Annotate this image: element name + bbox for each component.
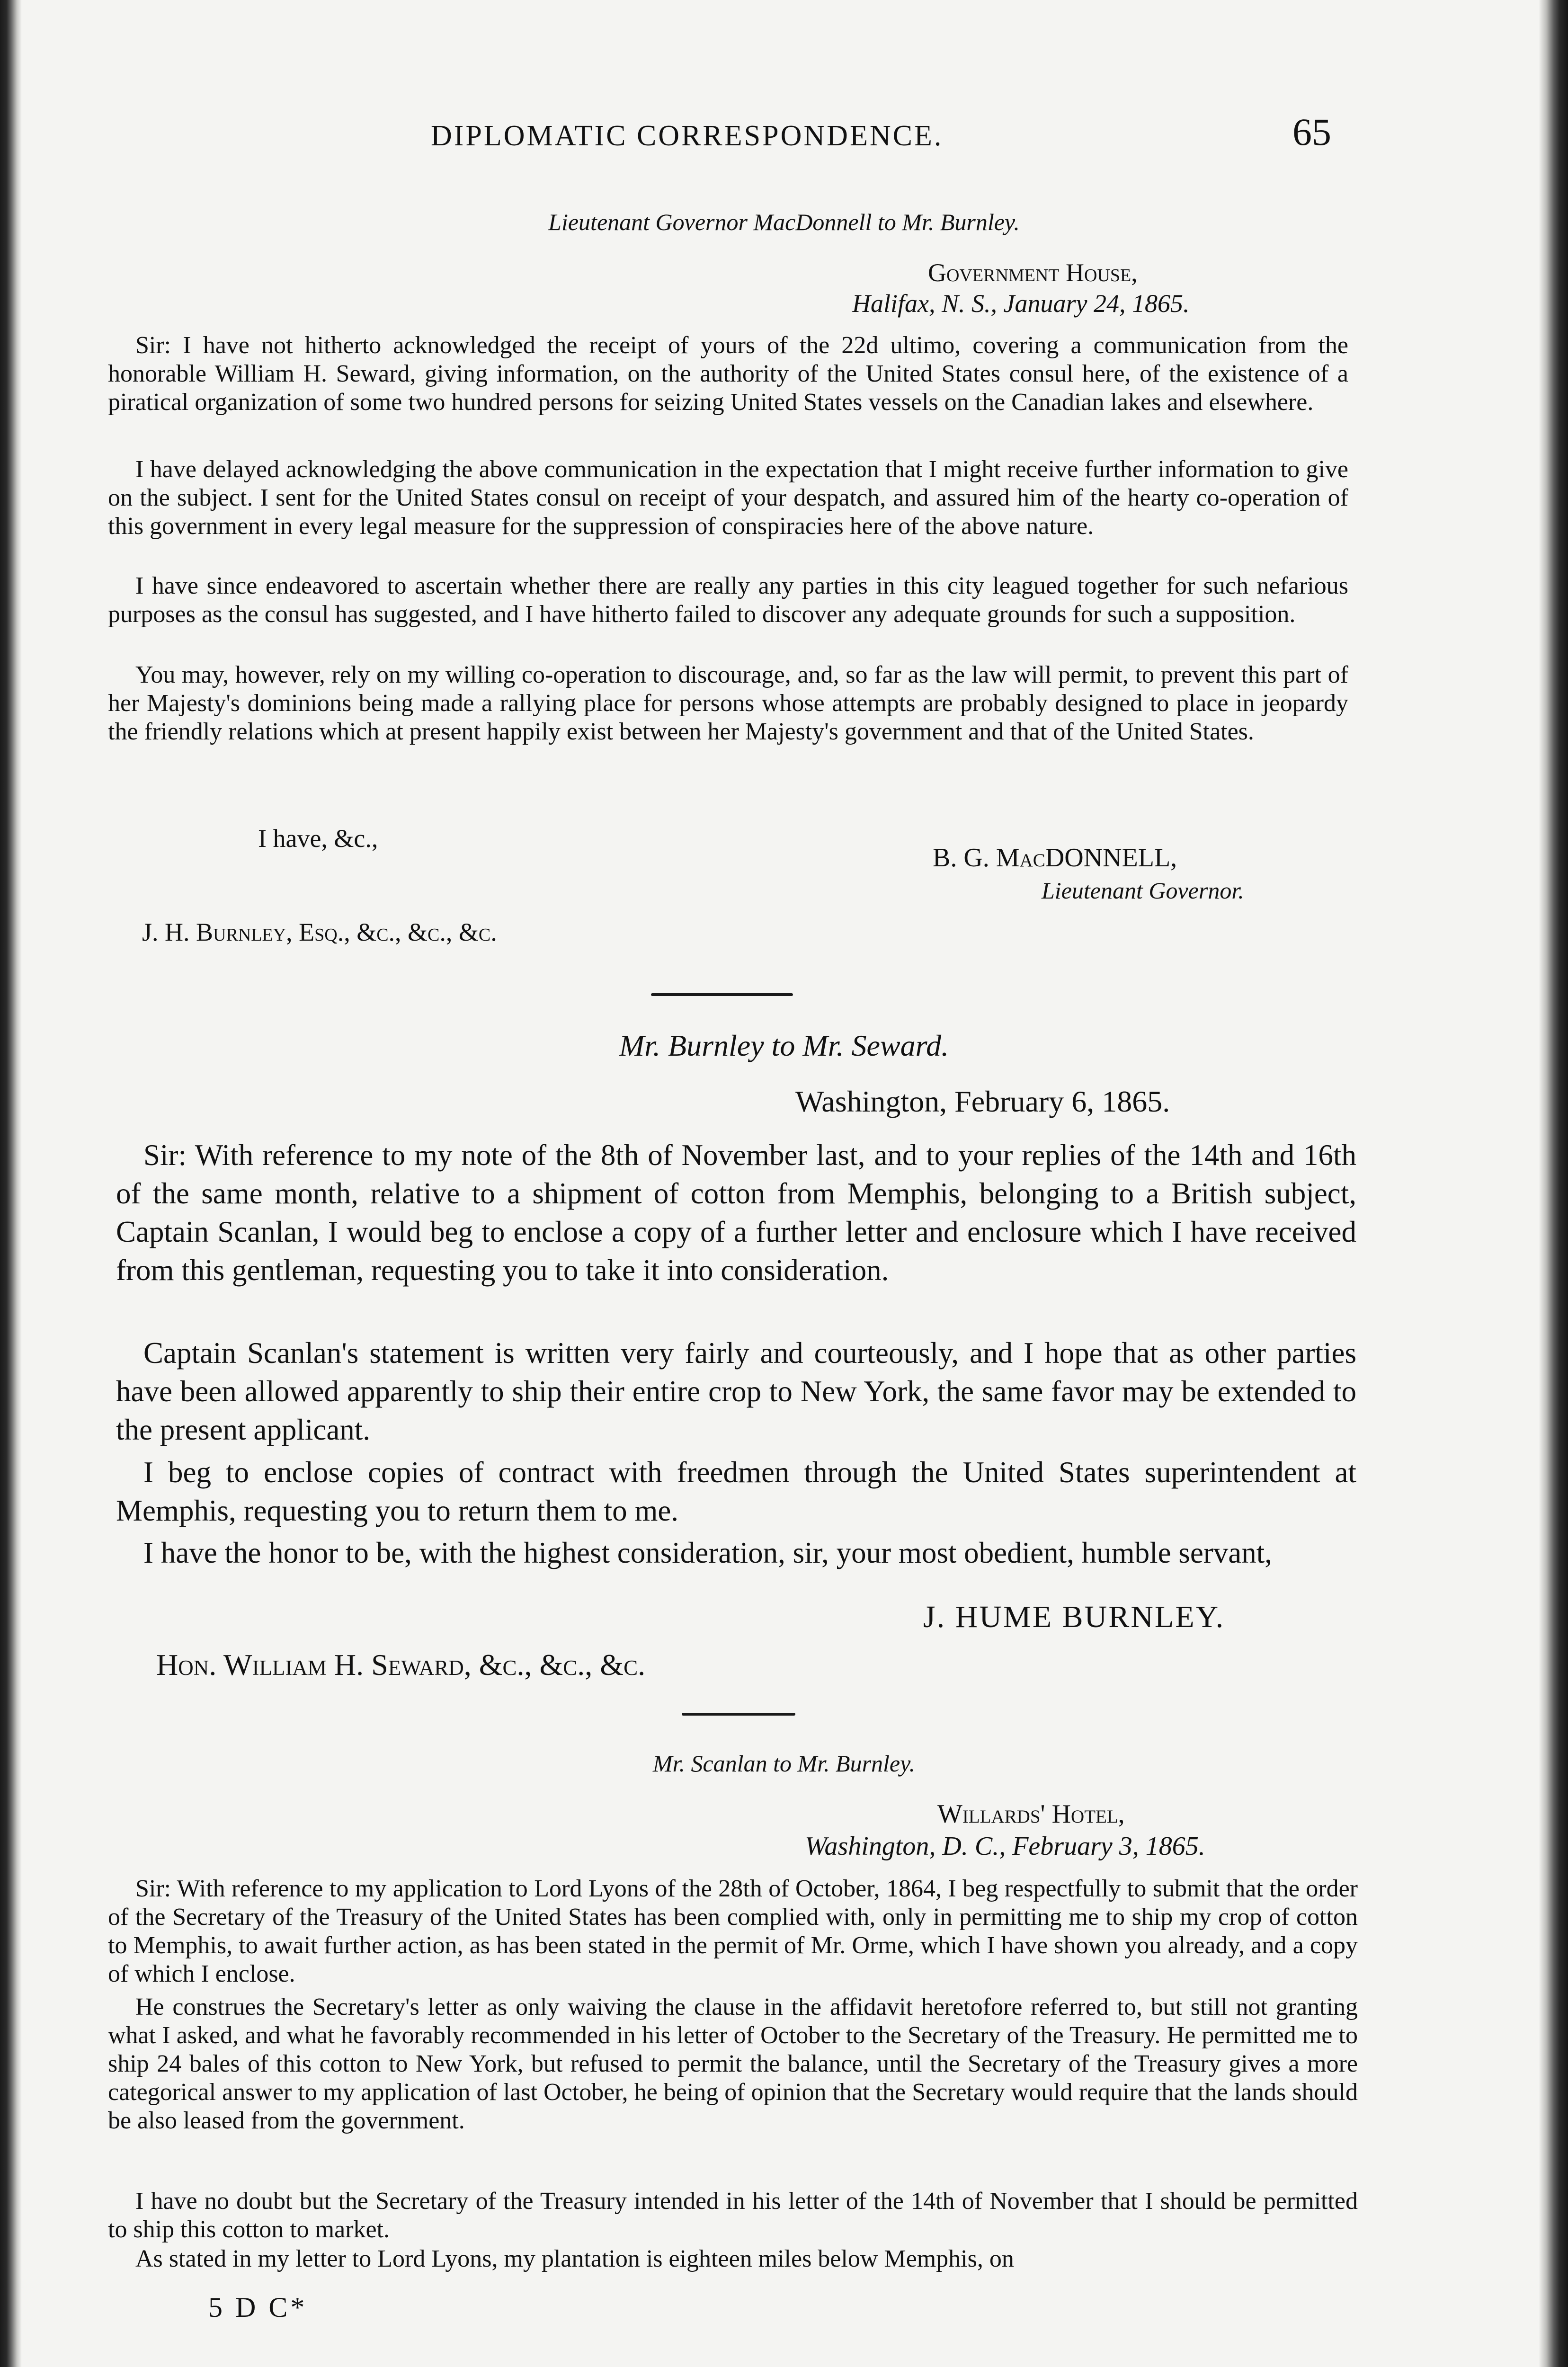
section-divider-1 xyxy=(651,993,793,996)
letter3-paragraph-1: Sir: With reference to my application to Lord Lyons of the 28th of October, 1864, I beg respectfully to submit that the order of the Secretary of the Treasury of the United States has been complied with, only in permitting me to ship my crop of cotton to Memphis, to await further action, as has been stated in the permit of Mr. Orme, which I have shown you already, and a copy of which I enclose. xyxy=(108,1875,1358,1987)
letter2-paragraph-3: I beg to enclose copies of contract with freedmen through the United States superintendent at Memphis, requesting you to return them to me. xyxy=(116,1456,1356,1527)
letter2-paragraph-1: Sir: With reference to my note of the 8th of November last, and to your replies of the 14th and 16th of the same month, relative to a shipment of cotton from Memphis, belonging to a British subject, Captain Scanlan, I would beg to enclose a copy of a further letter and enclosure which I have received from this gentleman, requesting you to take it into consideration. xyxy=(116,1139,1356,1287)
letter3-paragraph-3: I have no doubt but the Secretary of the Treasury intended in his letter of the 14th of November that I should be permitted to ship this cotton to market. xyxy=(108,2188,1358,2243)
letter2-signature: J. HUME BURNLEY. xyxy=(923,1600,1225,1634)
letter1-signature: B. G. MacDONNELL, xyxy=(933,843,1177,872)
letter1-place: Government House, xyxy=(928,258,1138,287)
letter1-addressee: J. H. Burnley, Esq., &c., &c., &c. xyxy=(142,918,497,946)
scan-edge-right xyxy=(1539,0,1568,2367)
letter1-paragraph-1: Sir: I have not hitherto acknowledged the receipt of yours of the 22d ultimo, covering a communication from the honorable William H. Seward, giving information, on the authority of the United States consul here, of the existence of a piratical organization of some two hundred persons for seizing United States vessels on the Canadian lakes and elsewhere. xyxy=(108,332,1348,416)
section-divider-2 xyxy=(682,1713,795,1716)
letter3-paragraph-4: As stated in my letter to Lord Lyons, my plantation is eighteen miles below Memphis, on xyxy=(135,2245,1014,2272)
letter1-title: Lieutenant Governor MacDonnell to Mr. Burnley. xyxy=(548,209,1020,235)
letter1-closing: I have, &c., xyxy=(258,824,378,853)
letter2-paragraph-4: I have the honor to be, with the highest consideration, sir, your most obedient, humble servant, xyxy=(143,1536,1272,1569)
letter2-addressee: Hon. William H. Seward, &c., &c., &c. xyxy=(156,1648,646,1682)
signature-mark: 5 D C* xyxy=(208,2292,308,2323)
letter1-paragraph-2: I have delayed acknowledging the above communication in the expectation that I might receive further information to give on the subject. I sent for the United States consul on receipt of your despatch, and assured him of the hearty co-operation of this government in every legal measure for the suppression of conspiracies here of the above nature. xyxy=(108,456,1348,540)
letter1-paragraph-3: I have since endeavored to ascertain whether there are really any parties in this city leagued together for such nefarious purposes as the consul has suggested, and I have hitherto failed to discover any adequate grounds for such a supposition. xyxy=(108,572,1348,628)
letter3-date-line: Washington, D. C., February 3, 1865. xyxy=(805,1832,1205,1861)
letter1-date-line: Halifax, N. S., January 24, 1865. xyxy=(852,289,1190,318)
letter3-paragraph-2: He construes the Secretary's letter as only waiving the clause in the affidavit heretofore referred to, but still not granting what I asked, and what he favorably recommended in his letter of October to the Secretary of the Treasury. He permitted me to ship 24 bales of this cotton to New York, but refused to permit the balance, until the Secretary of the Treasury gives a more categorical answer to my application of last October, he being of opinion that the Secretary would require that the lands should be also leased from the government. xyxy=(108,1993,1358,2134)
letter2-paragraph-2: Captain Scanlan's statement is written very fairly and courteously, and I hope that as other parties have been allowed apparently to ship their entire crop to New York, the same favor may be extended to the present applicant. xyxy=(116,1336,1356,1446)
page-number: 65 xyxy=(1292,110,1331,153)
scan-edge-left xyxy=(0,0,22,2367)
letter2-title: Mr. Burnley to Mr. Seward. xyxy=(619,1029,949,1062)
running-head: DIPLOMATIC CORRESPONDENCE. xyxy=(431,120,944,152)
letter1-paragraph-4: You may, however, rely on my willing co-operation to discourage, and, so far as the law will permit, to prevent this part of her Majesty's dominions being made a rallying place for persons whose attempts are probably designed to place in jeopardy the friendly relations which at present happily exist between her Majesty's government and that of the United States. xyxy=(108,661,1348,745)
letter3-place: Willards' Hotel, xyxy=(937,1799,1125,1829)
letter1-signature-title: Lieutenant Governor. xyxy=(1042,877,1244,904)
letter3-title: Mr. Scanlan to Mr. Burnley. xyxy=(652,1750,916,1777)
letter2-date-line: Washington, February 6, 1865. xyxy=(795,1085,1170,1118)
